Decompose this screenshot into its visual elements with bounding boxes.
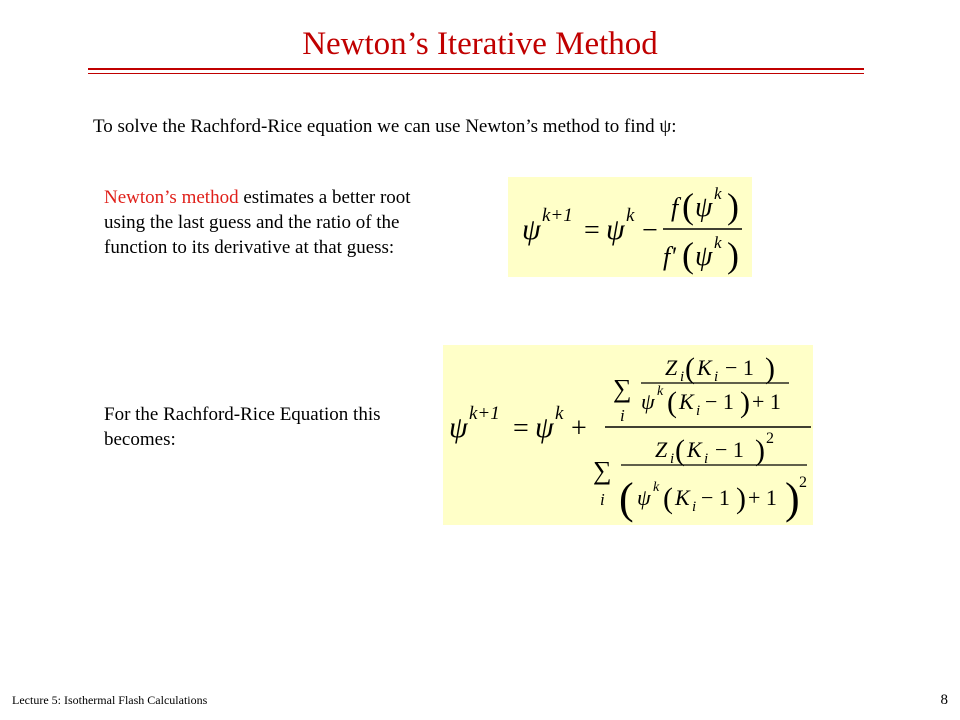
newton-method-highlight: Newton’s method <box>104 187 239 208</box>
newton-equation <box>508 177 752 277</box>
eq2-plus: + <box>571 413 587 444</box>
eq2-den-Z: Z <box>655 437 668 462</box>
eq2-den-den-plus-one: + 1 <box>748 485 777 510</box>
eq2-den-den-sup-k: k <box>653 480 660 495</box>
title-underline-thin <box>88 73 864 74</box>
eq1-den-psi: ψ <box>695 241 713 272</box>
title-underline <box>88 68 864 70</box>
eq2-den-den-sq: 2 <box>799 474 807 491</box>
eq2-num-sum: ∑ <box>613 374 632 403</box>
eq2-num-den-K-i: i <box>696 403 701 419</box>
eq1-num-f: f <box>671 193 679 222</box>
eq1-den-sup-k: k <box>714 233 722 252</box>
eq2-sup-k: k <box>555 403 564 424</box>
newton-description-rest: estimates a better root using the last guess and the ratio of the function to its derivative at that guess: <box>104 187 411 258</box>
eq2-num-lparen: ( <box>685 352 695 385</box>
eq2-num-Z: Z <box>665 355 678 380</box>
rachford-rice-equation-box <box>443 345 813 525</box>
eq2-sup-next: k+1 <box>469 403 500 424</box>
eq2-den-sum: ∑ <box>593 456 612 485</box>
eq1-sup-next: k+1 <box>542 205 573 226</box>
eq2-num-minus-one: − 1 <box>725 355 754 380</box>
eq1-num-psi: ψ <box>695 192 713 223</box>
eq2-equals: = <box>513 413 529 444</box>
eq2-num-K-i: i <box>714 369 719 385</box>
eq2-psi-rhs: ψ <box>535 411 554 444</box>
eq1-den-lparen: ( <box>682 235 694 275</box>
eq2-den-den-lparen: ( <box>663 482 673 515</box>
eq1-equals: = <box>584 215 600 246</box>
newton-equation-box <box>508 177 752 277</box>
eq2-num-sum-i: i <box>620 406 625 425</box>
slide-title: Newton’s Iterative Method <box>302 26 658 62</box>
eq2-den-K-i: i <box>704 451 709 467</box>
eq1-den-fprime: f' <box>663 242 676 271</box>
eq2-den-den-K-i: i <box>692 499 697 515</box>
eq2-den-den-rparen: ) <box>736 482 746 515</box>
eq2-den-K: K <box>687 437 702 462</box>
eq2-den-sum-i: i <box>600 490 605 509</box>
eq2-den-den-minus-one: − 1 <box>701 485 730 510</box>
eq2-num-Z-i: i <box>680 369 685 385</box>
eq2-den-outer-rparen: ) <box>785 474 800 523</box>
eq2-num-den-psi: ψ <box>641 389 655 414</box>
eq1-psi-rhs: ψ <box>606 213 625 246</box>
intro-text: To solve the Rachford-Rice equation we can use Newton’s method to find ψ: <box>93 116 677 137</box>
eq1-sup-k: k <box>626 205 635 226</box>
eq1-den-rparen: ) <box>727 235 739 275</box>
eq2-den-sq: 2 <box>766 430 774 447</box>
page-number: 8 <box>940 692 948 708</box>
eq2-den-den-K: K <box>675 485 690 510</box>
eq2-num-rparen: ) <box>765 352 775 385</box>
eq2-num-den-plus-one: + 1 <box>752 389 781 414</box>
eq2-num-den-rparen: ) <box>740 386 750 419</box>
eq2-den-lparen: ( <box>675 434 685 467</box>
eq2-den-den-psi: ψ <box>637 485 651 510</box>
eq2-num-den-K: K <box>679 389 694 414</box>
eq1-num-sup-k: k <box>714 184 722 203</box>
eq2-num-den-sup-k: k <box>657 384 664 399</box>
eq2-psi-lhs: ψ <box>449 411 468 444</box>
newton-description <box>104 185 436 260</box>
eq2-den-outer-lparen: ( <box>619 474 634 523</box>
eq1-minus: − <box>642 215 658 246</box>
rachford-rice-equation <box>443 345 813 525</box>
eq1-num-rparen: ) <box>727 186 739 226</box>
eq2-den-rparen: ) <box>755 434 765 467</box>
eq1-num-lparen: ( <box>682 186 694 226</box>
eq2-den-minus-one: − 1 <box>715 437 744 462</box>
footer-lecture-title: Lecture 5: Isothermal Flash Calculations <box>12 693 208 707</box>
eq2-num-den-minus-one: − 1 <box>705 389 734 414</box>
eq2-den-Z-i: i <box>670 451 675 467</box>
eq2-num-K: K <box>697 355 712 380</box>
eq1-psi-lhs: ψ <box>522 213 541 246</box>
eq2-num-den-lparen: ( <box>667 386 677 419</box>
rachford-rice-description: For the Rachford-Rice Equation this becomes: <box>104 404 381 450</box>
